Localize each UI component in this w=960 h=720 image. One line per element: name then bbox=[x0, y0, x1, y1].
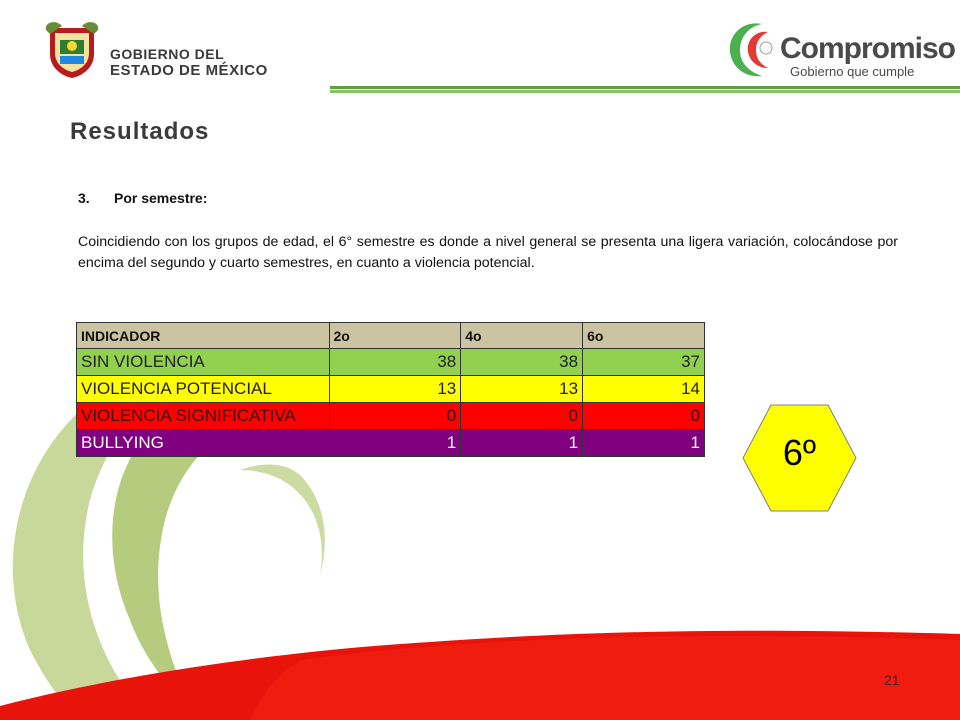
row-label-violencia-potencial: VIOLENCIA POTENCIAL bbox=[77, 376, 330, 403]
table-cell: 0 bbox=[329, 403, 461, 430]
section-heading bbox=[78, 190, 207, 206]
header-indicador: INDICADOR bbox=[77, 323, 330, 349]
row-label-bullying: BULLYING bbox=[77, 430, 330, 457]
header-2o: 2o bbox=[329, 323, 461, 349]
table-header-row bbox=[77, 323, 705, 349]
page-number: 21 bbox=[884, 672, 900, 688]
page-title: Resultados bbox=[70, 118, 210, 145]
header-divider bbox=[330, 86, 960, 94]
swirl-arc bbox=[240, 465, 325, 575]
table-cell: 38 bbox=[329, 349, 461, 376]
table-cell: 1 bbox=[461, 430, 583, 457]
brand-tagline: Gobierno que cumple bbox=[790, 64, 915, 79]
government-name-line2: ESTADO DE MÉXICO bbox=[110, 62, 268, 79]
table-row bbox=[77, 430, 705, 457]
section-number: 3. bbox=[78, 190, 90, 206]
government-name-line1: GOBIERNO DEL bbox=[110, 46, 225, 62]
table-cell: 13 bbox=[329, 376, 461, 403]
government-logo bbox=[42, 20, 272, 82]
table-cell: 13 bbox=[461, 376, 583, 403]
table-cell: 38 bbox=[461, 349, 583, 376]
section-label: Por semestre: bbox=[114, 190, 208, 206]
compromiso-logo bbox=[726, 18, 956, 84]
row-label-violencia-significativa: VIOLENCIA SIGNIFICATIVA bbox=[77, 403, 330, 430]
row-label-sin-violencia: SIN VIOLENCIA bbox=[77, 349, 330, 376]
semester-badge-label: 6º bbox=[782, 432, 817, 473]
table-row bbox=[77, 376, 705, 403]
table-cell: 37 bbox=[583, 349, 705, 376]
header-4o: 4o bbox=[461, 323, 583, 349]
header-6o: 6o bbox=[583, 323, 705, 349]
compromiso-swirl-icon bbox=[726, 18, 780, 80]
results-table bbox=[76, 322, 705, 457]
table-cell: 14 bbox=[583, 376, 705, 403]
table-cell: 0 bbox=[461, 403, 583, 430]
brand-name: Compromiso bbox=[780, 32, 956, 65]
table-cell: 1 bbox=[329, 430, 461, 457]
table-row bbox=[77, 403, 705, 430]
state-crest-icon bbox=[42, 20, 102, 80]
table-row bbox=[77, 349, 705, 376]
table-cell: 1 bbox=[583, 430, 705, 457]
body-paragraph: Coincidiendo con los grupos de edad, el 6° semestre es donde a nivel general se presenta una ligera variación, colocándose por encima del segundo y cuarto semestres, en cuanto a violencia potencial. bbox=[78, 234, 898, 271]
table-cell: 0 bbox=[583, 403, 705, 430]
